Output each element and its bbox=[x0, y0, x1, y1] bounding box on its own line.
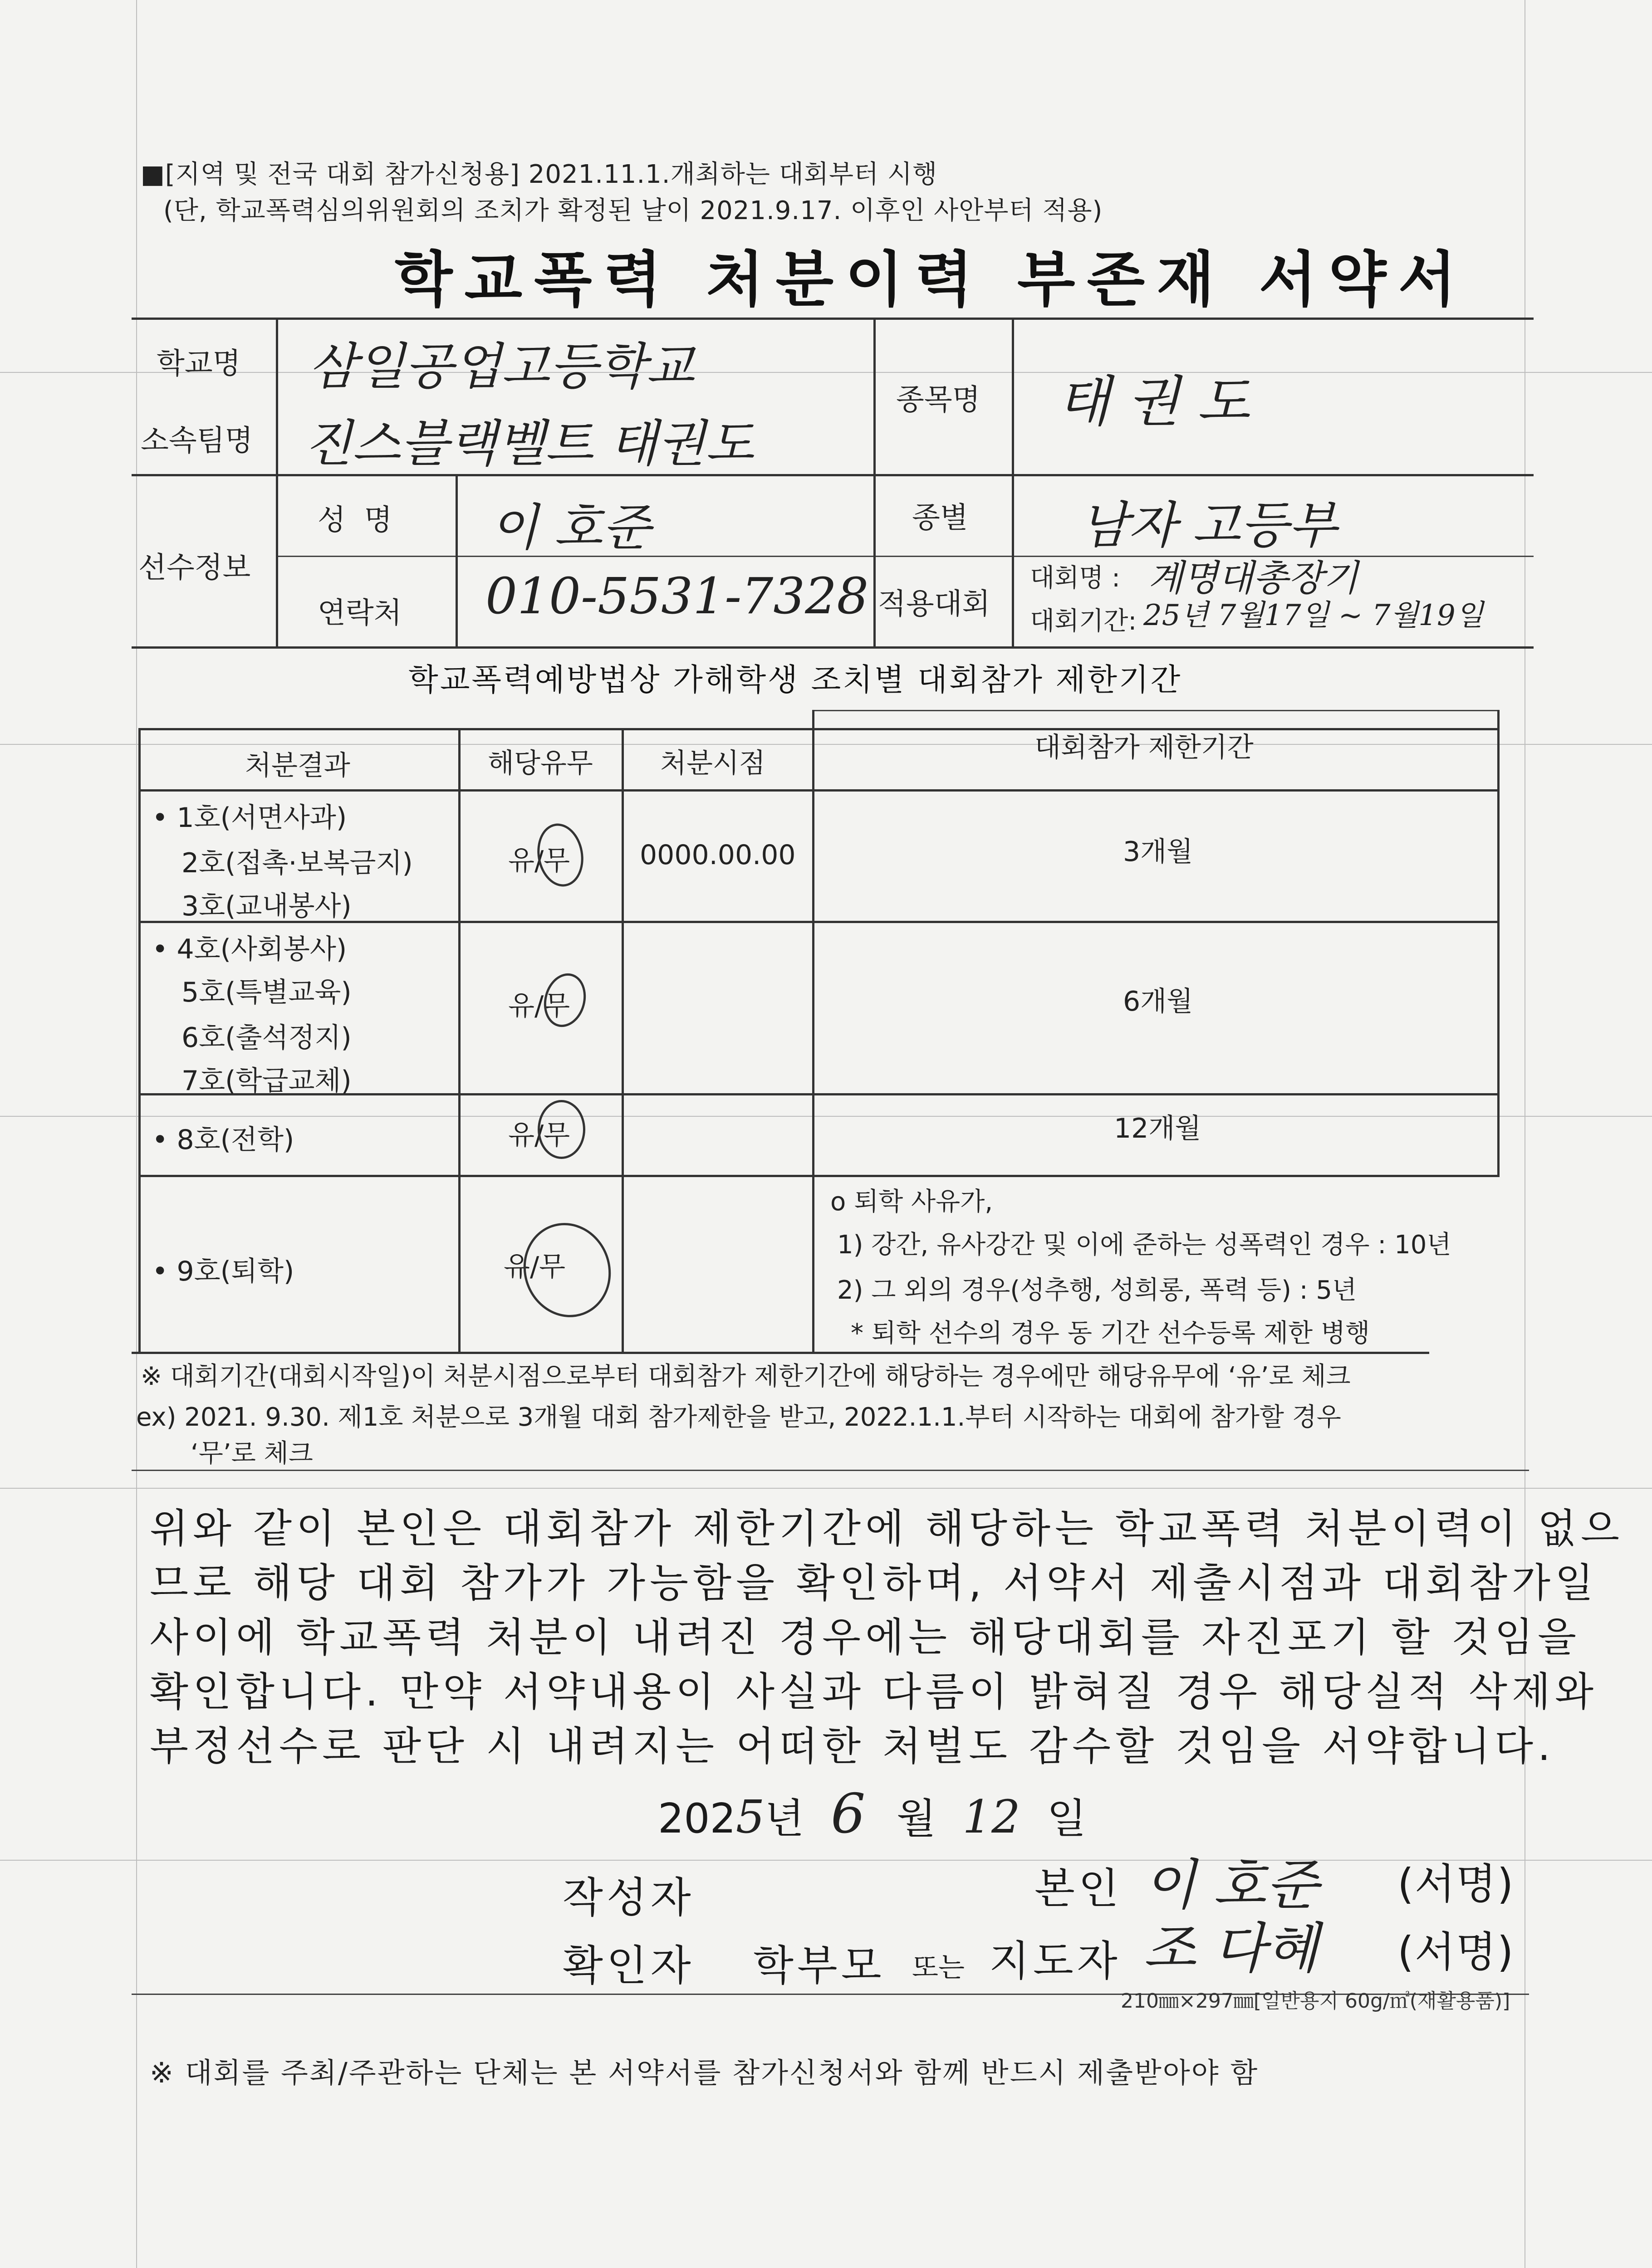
col-header-date: 처분시점 bbox=[660, 748, 765, 779]
limit-row-4-line: o 퇴학 사유가, bbox=[830, 1187, 993, 1217]
table-row-item: 3호(교내봉사) bbox=[181, 890, 352, 922]
month-handwritten: 6 bbox=[830, 1783, 866, 1846]
col-header-result: 처분결과 bbox=[245, 750, 350, 782]
parent-label: 학부모 bbox=[753, 1941, 885, 1990]
self-signature-field: (서명) bbox=[1397, 1860, 1515, 1908]
limit-row-1: 3개월 bbox=[1123, 836, 1193, 868]
event-label: 적용대회 bbox=[878, 587, 990, 621]
applies-row-3: 유/무 bbox=[508, 1119, 570, 1151]
notice-line-1: ■[지역 및 전국 대회 참가신청용] 2021.11.1.개최하는 대회부터 시행 bbox=[141, 160, 938, 189]
year-prefix: 202 bbox=[658, 1795, 736, 1843]
pledge-text-line: 위와 같이 본인은 대회참가 제한기간에 해당하는 학교폭력 처분이력이 없으 bbox=[150, 1505, 1624, 1552]
note-2: ex) 2021. 9.30. 제1호 처분으로 3개월 대회 참가제한을 받고, 2022.1.1.부터 시작하는 대회에 참가할 경우 bbox=[136, 1403, 1341, 1432]
name-value: 이 호준 bbox=[490, 499, 651, 557]
applies-row-4: 유/무 bbox=[504, 1251, 566, 1283]
year-handwritten: 5 bbox=[735, 1790, 765, 1843]
contact-label: 연락처 bbox=[318, 596, 402, 630]
year-suffix: 년 bbox=[765, 1795, 804, 1843]
applies-row-1: 유/무 bbox=[508, 845, 570, 877]
event-name-value: 계명대총장기 bbox=[1148, 557, 1358, 599]
background-grid-line bbox=[0, 372, 1652, 373]
school-value: 삼일공업고등학교 bbox=[309, 337, 695, 396]
or-label: 또는 bbox=[912, 1952, 965, 1984]
writer-label: 작성자 bbox=[563, 1873, 695, 1922]
table-row-item: • 4호(사회봉사) bbox=[152, 934, 347, 965]
footer-note: ※ 대회를 주최/주관하는 단체는 본 서약서를 참가신청서와 함께 반드시 제출받아야 함 bbox=[150, 2056, 1259, 2089]
paper-spec: 210㎜×297㎜[일반용지 60g/㎡(재활용품)] bbox=[1121, 1989, 1510, 2013]
category-label: 종별 bbox=[912, 501, 968, 535]
pledge-date bbox=[658, 1783, 1086, 1846]
background-grid-line bbox=[0, 1116, 1652, 1117]
background-grid-line bbox=[0, 1488, 1652, 1489]
note-3: ‘무’로 체크 bbox=[191, 1439, 313, 1468]
limit-row-4-line: 1) 강간, 유사강간 및 이에 준하는 성폭력인 경우 : 10년 bbox=[837, 1230, 1451, 1260]
team-value: 진스블랙벨트 태권도 bbox=[304, 415, 754, 473]
limit-row-2: 6개월 bbox=[1123, 986, 1193, 1017]
table-row-item: • 9호(퇴학) bbox=[152, 1256, 294, 1287]
category-value: 남자 고등부 bbox=[1080, 496, 1337, 554]
team-label: 소속팀명 bbox=[141, 424, 253, 458]
selection-circle bbox=[533, 820, 588, 890]
table-row-item: 7호(학급교체) bbox=[181, 1065, 352, 1097]
event-period-label: 대회기간: bbox=[1030, 606, 1137, 636]
date-row-1: 0000.00.00 bbox=[640, 839, 796, 871]
player-info-label: 선수정보 bbox=[138, 551, 251, 585]
event-name-label: 대회명 : bbox=[1030, 563, 1120, 593]
col-header-applies: 해당유무 bbox=[488, 748, 593, 779]
pledge-text-line: 므로 해당 대회 참가가 가능함을 확인하며, 서약서 제출시점과 대회참가일 bbox=[150, 1559, 1598, 1606]
table-row-item: 2호(접촉·보복금지) bbox=[181, 847, 413, 879]
col-header-limit: 대회참가 제한기간 bbox=[1034, 732, 1254, 763]
selection-circle bbox=[510, 1211, 624, 1330]
table-row-item: • 1호(서면사과) bbox=[152, 802, 347, 834]
self-label: 본인 bbox=[1034, 1864, 1123, 1913]
name-label: 성 명 bbox=[318, 503, 392, 537]
table-row-item: 6호(출석정지) bbox=[181, 1022, 352, 1054]
background-grid-line bbox=[136, 0, 137, 2268]
limit-row-4-line: * 퇴학 선수의 경우 동 기간 선수등록 제한 병행 bbox=[851, 1319, 1370, 1348]
limit-row-4-line: 2) 그 외의 경우(성추행, 성희롱, 폭력 등) : 5년 bbox=[837, 1276, 1357, 1305]
pledge-text-line: 부정선수로 판단 시 내려지는 어떠한 처벌도 감수할 것임을 서약합니다. bbox=[150, 1723, 1555, 1769]
month-suffix: 월 bbox=[896, 1795, 936, 1843]
contact-value: 010-5531-7328 bbox=[485, 567, 869, 625]
pledge-text-line: 사이에 학교폭력 처분이 내려진 경우에는 해당대회를 자진포기 할 것임을 bbox=[150, 1614, 1581, 1661]
limit-row-3: 12개월 bbox=[1114, 1113, 1201, 1144]
applies-row-2: 유/무 bbox=[508, 990, 570, 1022]
selection-circle bbox=[538, 1100, 585, 1159]
coach-label: 지도자 bbox=[989, 1937, 1121, 1985]
self-handwritten-name: 이 호준 bbox=[1143, 1854, 1319, 1917]
notice-line-2: (단, 학교폭력심의위원회의 조치가 확정된 날이 2021.9.17. 이후인 사안부터 적용) bbox=[163, 196, 1103, 225]
sport-label: 종목명 bbox=[896, 383, 980, 417]
table-row-item: 5호(특별교육) bbox=[181, 977, 352, 1008]
coach-handwritten-name: 조 다혜 bbox=[1143, 1917, 1319, 1980]
sport-value: 태 권 도 bbox=[1057, 371, 1250, 434]
school-label: 학교명 bbox=[157, 347, 241, 381]
confirmer-label: 확인자 bbox=[563, 1941, 695, 1990]
day-suffix: 일 bbox=[1047, 1795, 1087, 1843]
day-handwritten: 12 bbox=[962, 1790, 1020, 1843]
section-title: 학교폭력예방법상 가해학생 조치별 대회참가 제한기간 bbox=[408, 662, 1182, 698]
coach-signature-field: (서명) bbox=[1397, 1928, 1515, 1976]
table-row-item: • 8호(전학) bbox=[152, 1124, 294, 1156]
note-1: ※ 대회기간(대회시작일)이 처분시점으로부터 대회참가 제한기간에 해당하는 경우에만 해당유무에 ‘유’로 체크 bbox=[141, 1362, 1351, 1391]
page-title: 학교폭력 처분이력 부존재 서약서 bbox=[395, 245, 1468, 315]
event-period-value: 25년 7월17일 ~ 7월19일 bbox=[1143, 599, 1484, 632]
pledge-text-line: 확인합니다. 만약 서약내용이 사실과 다름이 밝혀질 경우 해당실적 삭제와 bbox=[150, 1668, 1598, 1715]
